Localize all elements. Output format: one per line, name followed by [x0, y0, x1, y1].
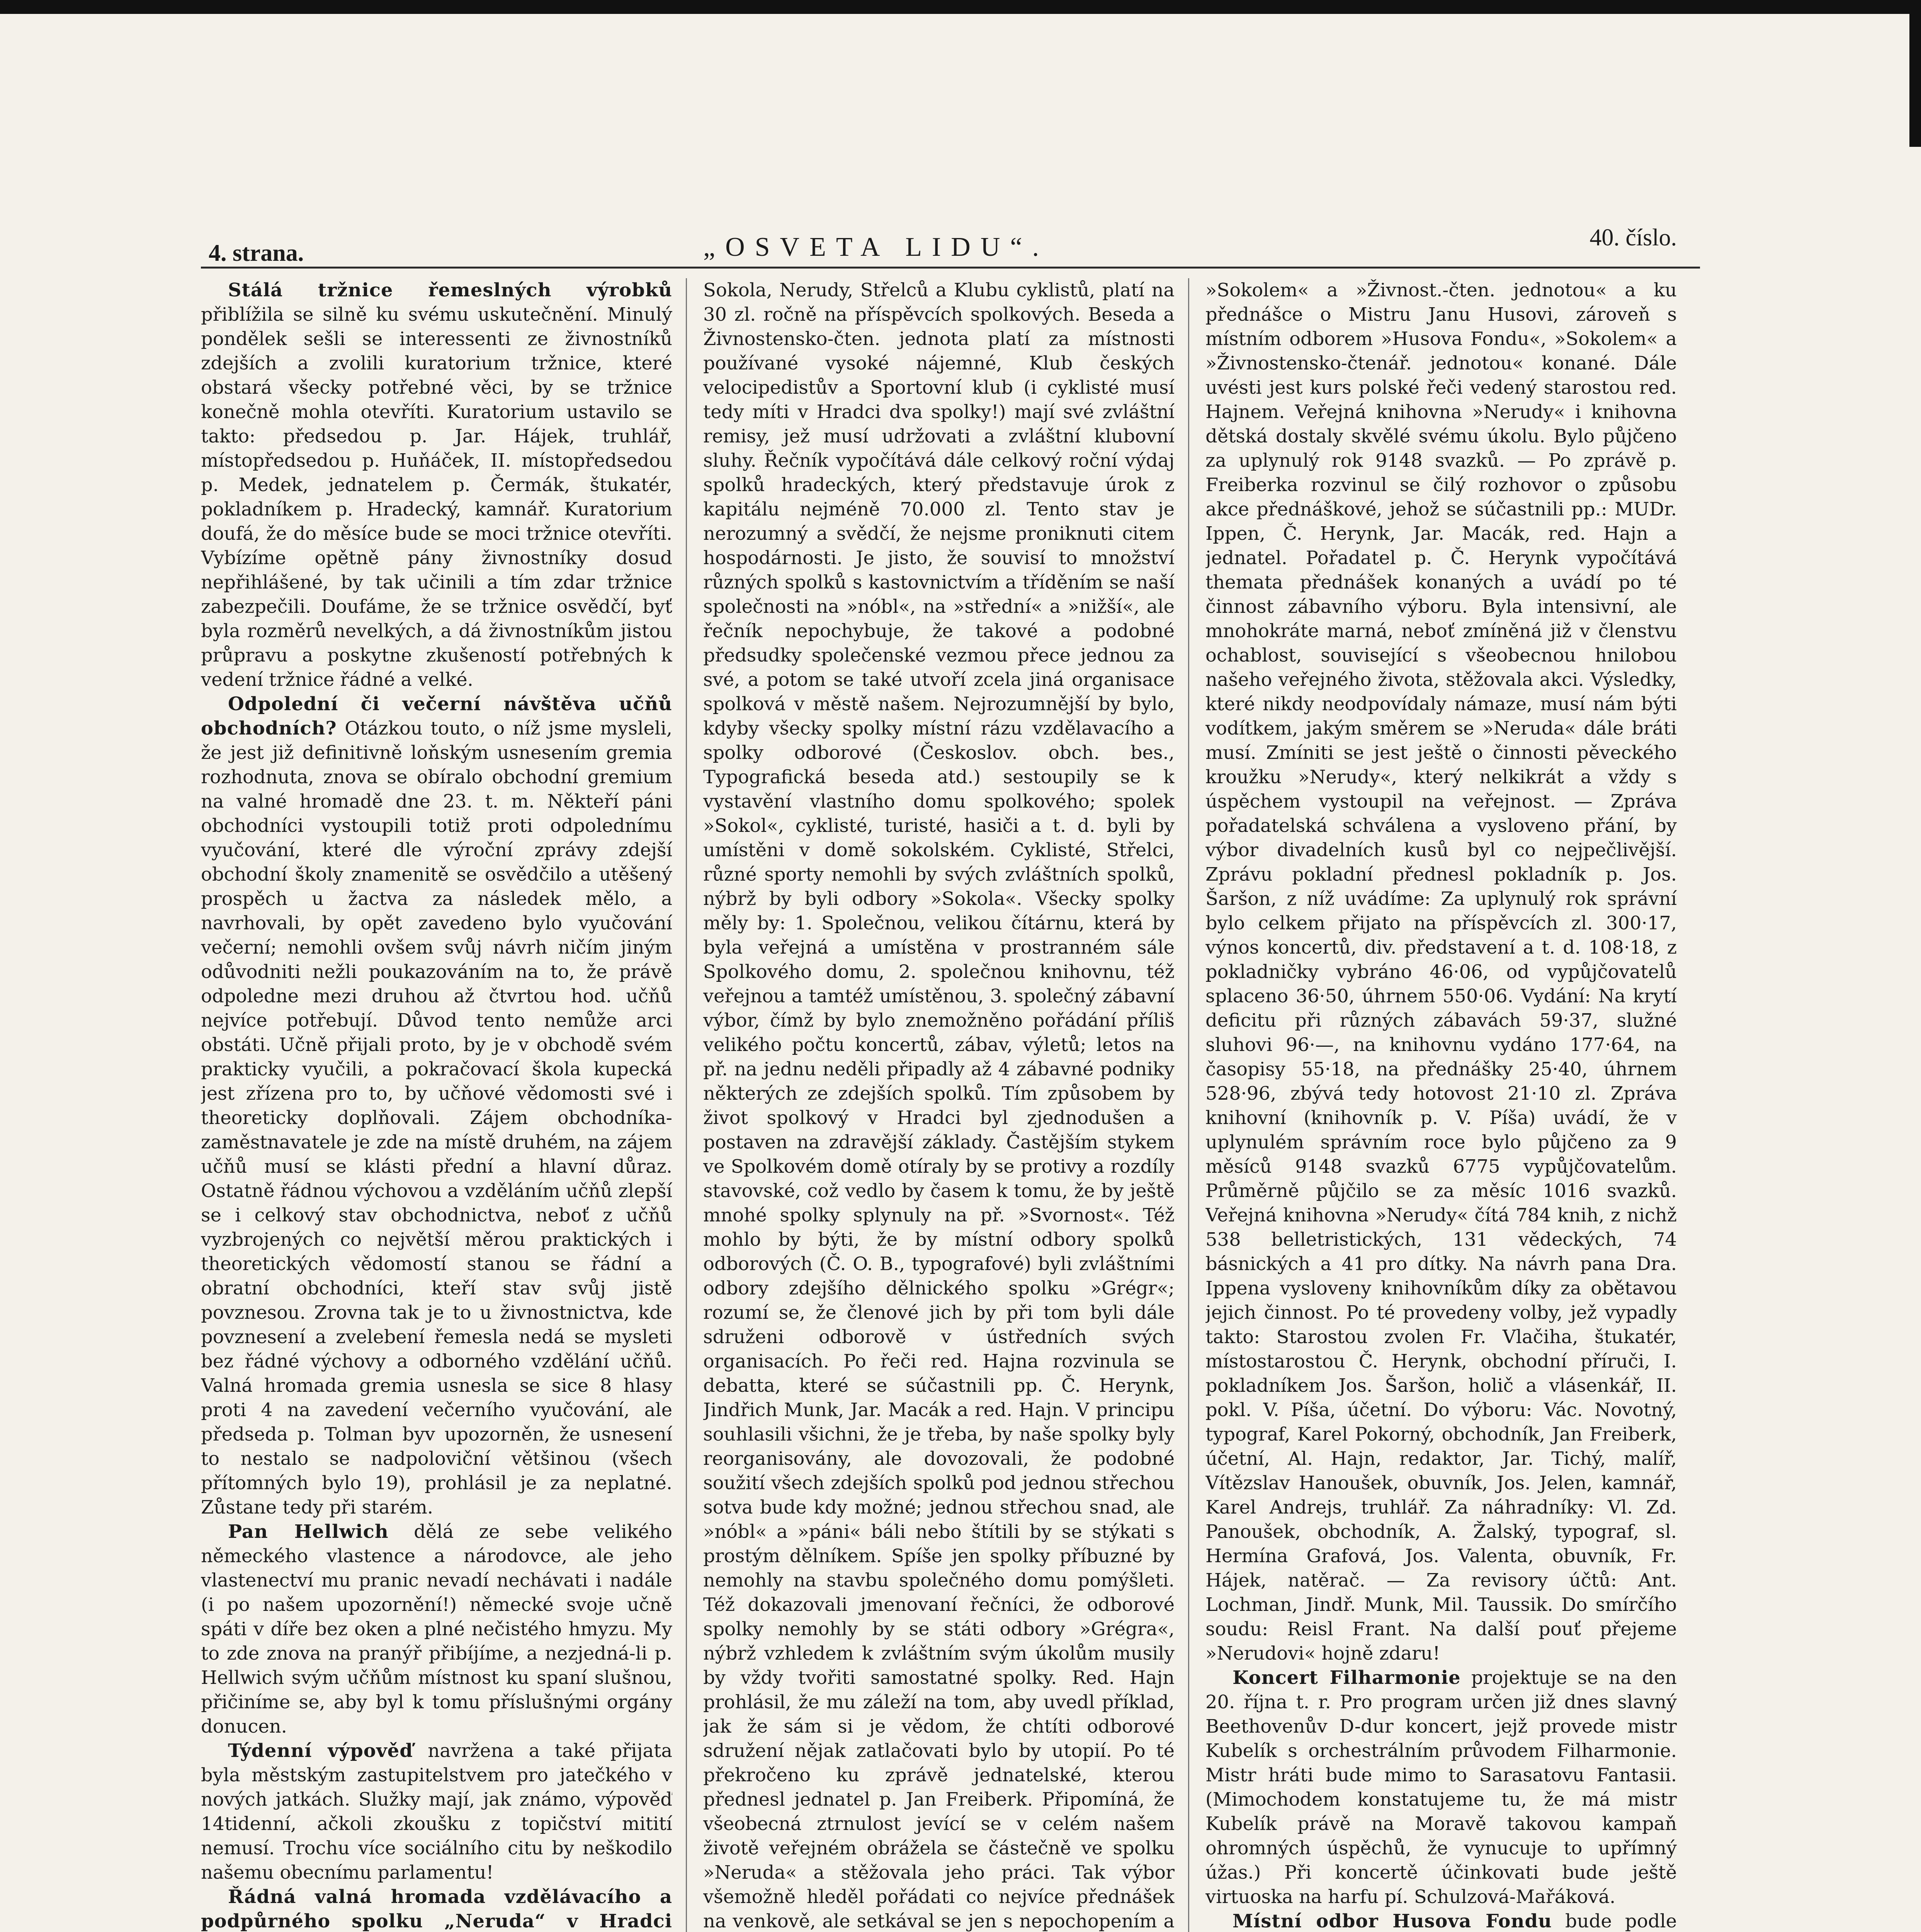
article-text: dělá ze sebe velikého německého vlastence a národovce, ale jeho vlastenectví mu pranic nevadí nechávati i nadále (i po našem upozornění!) německé svoje učně spáti v díře bez oken a plné nečistého hmyzu. My to zde znova na pranýř přibíjíme, a nezjedná-li p. Hellwich svým učňům místnost ku spaní slušnou, přičiníme se, aby byl k tomu příslušnými orgány donucen. [201, 1521, 672, 1737]
scan-edge-right [1909, 0, 1921, 147]
scan-edge-top [0, 0, 1921, 14]
article [201, 1739, 672, 1885]
article-text: bude podle [1565, 1910, 1677, 1932]
column-2 [703, 278, 1175, 1932]
article [1205, 1666, 1677, 1909]
article-title: Stálá tržnice řemeslných výrobků [228, 279, 672, 301]
article-title: Odpolední či večerní návštěva učňů obchodních? [201, 693, 672, 739]
article-title: Týdenní výpověď [228, 1740, 413, 1762]
article-text: přiblížila se silně ku svému uskutečnění. Minulý pondělek sešli se interessenti ze živnostníků zdejších a zvolili kuratorium tržnice, které obstará všecky potřebné věci, by se tržnice konečně mohla otevříti. Kuratorium ustavilo se takto: předsedou p. Jar. Hájek, truhlář, místopředsedou p. Huňáček, II. místopředsedou p. Medek, jednatelem p. Čermák, štukatér, pokladníkem p. Hradecký, kamnář. Kuratorium doufá, že do měsíce bude se moci tržnice otevříti. Vybízíme opětně pány živnostníky dosud nepřihlášené, by tak učinili a tím zdar tržnice zabezpečili. Doufáme, že se tržnice osvědčí, byť byla rozměrů nevelkých, a dá živnostníkům jistou průpravu a poskytne zkušeností potřebných k vedení tržnice řádné a velké. [201, 304, 672, 690]
article-text: projektuje se na den 20. října t. r. Pro program určen již dnes slavný Beethovenův D-dur koncert, jejž provede mistr Kubelík s orchestrálním průvodem Filharmonie. Mistr hráti bude mimo to Sarasatovu Fantasii. (Mimochodem konstatujeme tu, že má mistr Kubelík právě na Moravě takovou kampaň ohromných úspěchů, že vynucuje to upřímný úžas.) Při koncertě účinkovati bude ještě virtuoska na harfu pí. Schulzová-Mařáková. [1205, 1667, 1677, 1908]
column-divider [1188, 278, 1189, 1932]
masthead-title: „OSVETA LIDU“. [703, 232, 1049, 262]
article-title: Koncert Filharmonie [1232, 1667, 1461, 1689]
article-title: Místní odbor Husova Fondu [1232, 1910, 1552, 1932]
article [201, 278, 672, 692]
page-header [201, 224, 1700, 267]
page-number: 4. strana. [209, 240, 304, 266]
column-3 [1205, 278, 1677, 1932]
article [703, 278, 1175, 1932]
article [201, 1520, 672, 1739]
article [201, 1885, 672, 1932]
article [1205, 1909, 1677, 1932]
article-text: navržena a také přijata byla městským zastupitelstvem pro jatečkého v nových jatkách. Služky mají, jak známo, výpověď 14tidenní, ačkoli zkoušku z topičství mitití nemusí. Trochu více sociálního citu by neškodilo našemu obecnímu parlamentu! [201, 1740, 672, 1883]
article-text: Sokola, Nerudy, Střelců a Klubu cyklistů, platí na 30 zl. ročně na příspěvcích spolkových. Beseda a Živnostensko-čten. jednota platí za místnosti používané vysoké nájemné, Klub českých velocipedistův a Sportovní klub (i cyklisté musí tedy míti v Hradci dva spolky!) mají své zvláštní remisy, jež musí udržovati a zvláštní klubovní sluhy. Řečník vypočítává dále celkový roční výdaj spolků hradeckých, který představuje úrok z kapitálu nejméně 70.000 zl. Tento stav je nerozumný a svědčí, že nejsme proniknuti citem hospodárnosti. Je jisto, že souvisí to množství různých spolků s kastovnictvím a tříděním se naší společnosti na »nóbl«, na »střední« a »nižší«, ale řečník nepochybuje, že takové a podobné předsudky společenské vezmou přece jednou za své, a potom se také utvoří zcela jiná organisace spolková v městě našem. Nejrozumnější by bylo, kdyby všecky spolky místní rázu vzdělavacího a spolky odborové (Českoslov. obch. bes., Typografická beseda atd.) sestoupily se k vystavění vlastního domu spolkového; spolek »Sokol«, cyklisté, turisté, hasiči a t. d. byli by umístěni v domě sokolském. Cyklisté, Střelci, různé sporty nemohli by svých zvláštních spolků, nýbrž by byli odbory »Sokola«. Všecky spolky měly by: 1. Společnou, velikou čítárnu, která by byla veřejná a umístěna v prostranném sále Spolkového domu, 2. společnou knihovnu, též veřejnou a tamtéž umístěnou, 3. společný zábavní výbor, čímž by bylo znemožněno pořádání příliš velikého počtu koncertů, zábav, výletů; letos na př. na jednu neděli připadly až 4 zábavné podniky některých ze zdejších spolků. Tím způsobem by život spolkový v Hradci byl zjednodušen a postaven na zdravější základy. Častějším stykem ve Spolkovém domě otíraly by se protivy a rozdíly stavovské, což vedlo by časem k tomu, že by ještě mnohé spolky splynuly na př. »Svornost«. Též mohlo by býti, že by místní odbory spolků odborových (Č. O. B., typografové) byli zvláštními odbory zdejšího dělnického spolku »Grégr«; rozumí se, že členové jich by při tom byli dále sdruženi odborově v ústředních svých organisacích. Po řeči red. Hajna rozvinula se debatta, které se súčastnili pp. Č. Herynk, Jindřich Munk, Jar. Macák a red. Hajn. V principu souhlasili všichni, že je třeba, by naše spolky byly reorganisovány, ale dovozovali, že podobné soužití všech zdejších spolků pod jednou střechou sotva bude kdy možné; jednou střechou snad, ale »nóbl« a »páni« báli nebo štítili by se stýkati s prostým dělníkem. Spíše jen spolky příbuzné by nemohly na stavbu společného domu pomýšleti. Též dokazovali jmenovaní řečníci, že odborové spolky nemohly by se státi odbory »Grégra«, nýbrž vzhledem k zvláštním svým úkolům musily by vždy tvořiti samostatné spolky. Red. Hajn prohlásil, že mu záleží na tom, aby uvedl příklad, jak že sám si je vědom, že chtíti odborové sdružení nějak zatlačovati bylo by utopií. Po té překročeno ku zprávě jednatelské, kterou přednesl jednatel p. Jan Freiberk. Připomíná, že všeobecná ztrnulost jevící se v celém našem životě veřejném obrážela se částečně ve spolku »Neruda« a stěžovala jeho práci. Tak výbor všemožně hleděl pořádati co nejvíce přednášek na venkově, ale setkával se jen s nepochopením a [703, 279, 1175, 1932]
issue-number: 40. číslo. [1590, 224, 1677, 251]
article-title: Pan Hellwich [228, 1521, 389, 1543]
newspaper-page [201, 201, 1700, 1932]
article [1205, 278, 1677, 1666]
header-rule [201, 267, 1700, 269]
article-text: »Sokolem« a »Živnost.-čten. jednotou« a ku přednášce o Mistru Janu Husovi, zároveň s místním odborem »Husova Fondu«, »Sokolem« a »Živnostensko-čtenář. jednotou« konané. Dále uvésti jest kurs polské řeči vedený starostou red. Hajnem. Veřejná knihovna »Nerudy« i knihovna dětská dostaly skvělé svému úkolu. Bylo půjčeno za uplynulý rok 9148 svazků. — Po zprávě p. Freiberka rozvinul se čilý rozhovor o způsobu akce přednáškové, jehož se súčastnili pp.: MUDr. Ippen, Č. Herynk, Jar. Macák, red. Hajn a jednatel. Pořadatel p. Č. Herynk vypočítává themata přednášek konaných a uvádí po té činnost zábavního výboru. Byla intensivní, ale mnohokráte marná, neboť zmíněná již v členstvu ochablost, související s všeobecnou hnilobou našeho veřejného života, stěžovala akci. Výsledky, které nikdy neodpovídaly námaze, musí nám býti vodítkem, jakým směrem se »Neruda« dále bráti musí. Zmíniti se jest ještě o činnosti pěveckého kroužku »Nerudy«, který nelkikrát a vždy s úspěchem vystoupil na veřejnost. — Zpráva pořadatelská schválena a vysloveno přání, by výbor divadelních kusů byl co nejpečlivější. Zprávu pokladní přednesl pokladník p. Jos. Šaršon, z níž uvádíme: Za uplynulý rok správní bylo celkem přijato na příspěvcích zl. 300·17, výnos koncertů, div. představení a t. d. 108·18, z pokladničky vybráno 46·06, od vypůjčovatelů splaceno 36·50, úhrnem 550·06. Vydání: Na krytí deficitu při různých zábavách 59·37, služné sluhovi 96·—, na knihovnu vydáno 177·64, na časopisy 55·18, na přednášky 25·40, úhrnem 528·96, zbývá tedy hotovost 21·10 zl. Zpráva knihovní (knihovník p. V. Píša) uvádí, že v uplynulém správním roce bylo půjčeno za 9 měsíců 9148 svazků 6775 vypůjčovatelům. Průměrně půjčilo se za měsíc 1016 svazků. Veřejná knihovna »Nerudy« čítá 784 knih, z nichž 538 belletristických, 131 vědeckých, 74 básnických a 41 pro dítky. Na návrh pana Dra. Ippena vysloveny knihovníkům díky za obětavou jejich činnost. Po té provedeny volby, jež vypadly takto: Starostou zvolen Fr. Vlačiha, štukatér, místostarostou Č. Herynk, obchodní příruči, I. pokladníkem Jos. Šaršon, holič a vlásenkář, II. pokl. V. Píša, účetní. Do výboru: Vác. Novotný, typograf, Karel Pokorný, obchodník, Jan Freiberk, účetní, Al. Hajn, redaktor, Jar. Tichý, malíř, Vítězslav Hanoušek, obuvník, Jos. Jelen, kamnář, Karel Andrejs, truhlář. Za náhradníky: Vl. Zd. Panoušek, obchodník, A. Žalský, typograf, sl. Hermína Grafová, Jos. Valenta, obuvník, Fr. Hájek, natěrač. — Za revisory účtů: Ant. Lochman, Jindř. Munk, Mil. Taussik. Do smírčího soudu: Reisl Frant. Na další pouť přejeme »Nerudovi« hojně zdaru! [1205, 279, 1677, 1664]
article [201, 692, 672, 1520]
article-title: Řádná valná hromada vzdělávacího a podpůrného spolku „Neruda“ v Hradci [201, 1886, 672, 1932]
article-text: Otázkou touto, o níž jsme mysleli, že jest již definitivně loňským usnesením gremia rozhodnuta, znova se obíralo obchodní gremium na valné hromadě dne 23. t. m. Někteří páni obchodníci vystoupili totiž proti odpolednímu vyučování, které dle výroční zprávy zdejší obchodní školy znamenitě se osvědčilo a utěšený prospěch u žactva za následek mělo, a navrhovali, by opět zavedeno bylo vyučování večerní; nemohli ovšem svůj návrh ničím jiným odůvodniti nežli poukazováním na to, že právě odpoledne mezi druhou až čtvrtou hod. učňů nejvíce potřebují. Důvod tento nemůže arci obstáti. Učně přijali proto, by je v obchodě svém prakticky vyučili, a pokračovací škola kupecká jest zřízena pro to, by učňové vědomosti své i theoreticky doplňovali. Zájem obchodníka-zaměstnavatele je zde na místě druhém, na zájem učňů musí se klásti přední a hlavní důraz. Ostatně řádnou výchovou a vzděláním učňů zlepší se i celkový stav obchodnictva, neboť z učňů vyzbrojených co největší měrou praktických i theoretických vědomostí stanou se řádní a obratní obchodníci, kteří stav svůj jistě povznesou. Zrovna tak je to u živnostnictva, kde povznesení a zvelebení řemesla nedá se mysleti bez řádné výchovy a odborného vzdělání učňů. Valná hromada gremia usnesla se sice 8 hlasy proti 4 na zavedení večerního vyučování, ale předseda p. Tolman byv upozorněn, že usnesení to nestalo se nadpoloviční většinou (všech přítomných bylo 19), prohlásil je za neplatné. Zůstane tedy při starém. [201, 718, 672, 1518]
column-1 [201, 278, 672, 1932]
column-divider [686, 278, 687, 1932]
